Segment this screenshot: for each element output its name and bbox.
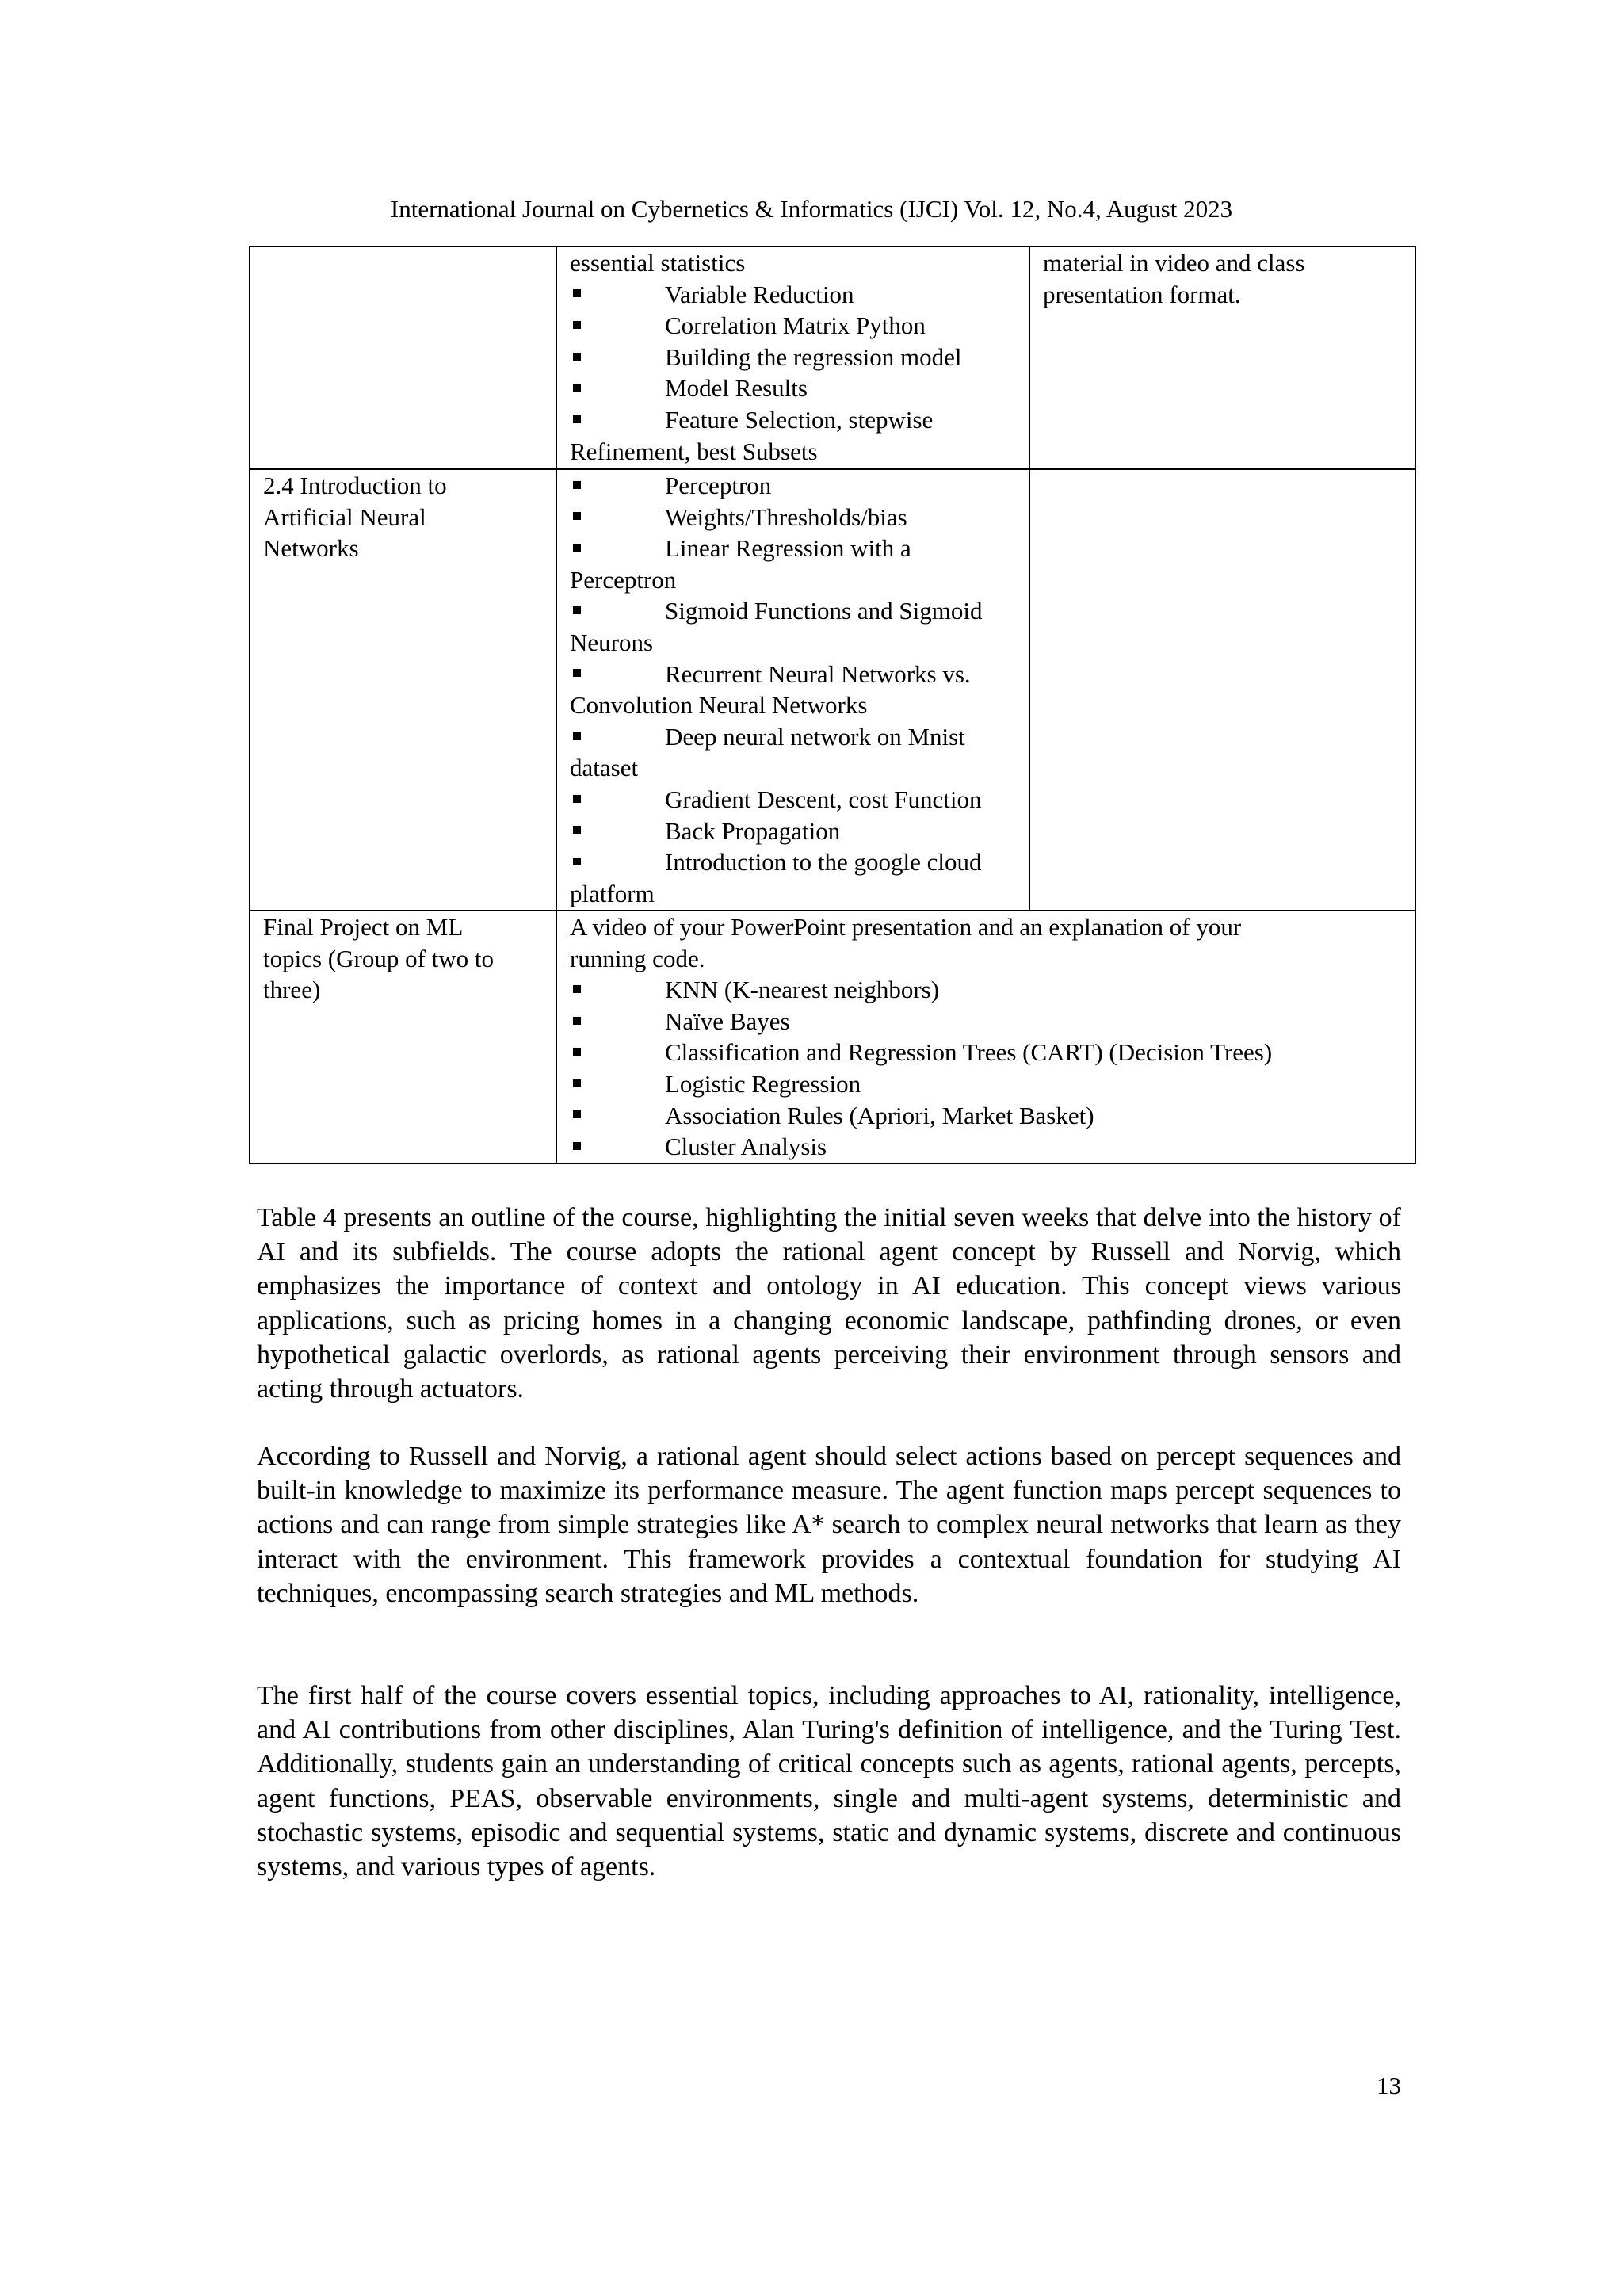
square-bullet-icon — [573, 858, 581, 865]
square-bullet-icon — [573, 1079, 581, 1087]
square-bullet-icon — [573, 1017, 581, 1025]
bullet-text: Model Results — [665, 374, 808, 403]
topic-line: three) — [263, 976, 321, 1004]
bullet-text: Gradient Descent, cost Function — [665, 785, 982, 813]
table-cell-format — [1029, 246, 1415, 469]
square-bullet-icon — [573, 795, 581, 803]
bullet-item — [570, 595, 1022, 627]
content-line: platform — [570, 879, 655, 907]
square-bullet-icon — [573, 669, 581, 677]
bullet-text: Sigmoid Functions and Sigmoid — [665, 597, 983, 625]
square-bullet-icon — [573, 289, 581, 297]
bullet-item — [570, 342, 1022, 373]
bullet-item — [570, 784, 1022, 816]
bullet-text: Weights/Thresholds/bias — [665, 502, 907, 531]
content-line: Refinement, best Subsets — [570, 437, 818, 465]
bullet-text: Deep neural network on Mnist — [665, 722, 965, 751]
bullet-text: Logistic Regression — [665, 1069, 861, 1098]
square-bullet-icon — [573, 512, 581, 520]
topic-line: Artificial Neural — [263, 502, 426, 531]
square-bullet-icon — [573, 606, 581, 614]
square-bullet-icon — [573, 1110, 581, 1118]
course-outline-table — [249, 246, 1416, 1164]
square-bullet-icon — [573, 985, 581, 993]
paragraph-text: According to Russell and Norvig, a rational agent should select actions based on percept sequences and built-in knowledge to maximize its performance measure. The agent function maps percept sequences to actions and can range from simple strategies like A* search to complex neural networks that learn as they interact with the environment. This framework provides a contextual foundation for studying AI techniques, encompassing search strategies and ML methods. — [257, 1442, 1401, 1608]
bullet-item — [570, 816, 1022, 847]
bullet-text: Recurrent Neural Networks vs. — [665, 659, 971, 688]
bullet-item — [570, 1100, 1408, 1132]
content-line: Convolution Neural Networks — [570, 691, 868, 720]
bullet-item — [570, 1131, 1408, 1163]
content-line: Neurons — [570, 628, 654, 656]
bullet-item — [570, 1037, 1408, 1068]
square-bullet-icon — [573, 481, 581, 489]
square-bullet-icon — [573, 732, 581, 740]
topic-line: 2.4 Introduction to — [263, 472, 447, 499]
table-row — [250, 246, 1415, 469]
bullet-text: Building the regression model — [665, 342, 962, 371]
topic-line: Final Project on ML — [263, 913, 464, 941]
bullet-item — [570, 721, 1022, 753]
bullet-text: Introduction to the google cloud — [665, 848, 982, 877]
bullet-item — [570, 974, 1408, 1006]
content-line: essential statistics — [570, 249, 746, 277]
table-cell-content — [556, 469, 1029, 911]
table-cell-topic — [250, 911, 556, 1163]
square-bullet-icon — [573, 826, 581, 834]
table-row — [250, 911, 1415, 1163]
bullet-item — [570, 1068, 1408, 1100]
topic-line: Networks — [263, 534, 359, 563]
square-bullet-icon — [573, 321, 581, 329]
table-cell-content — [556, 911, 1415, 1163]
square-bullet-icon — [573, 1142, 581, 1150]
bullet-item — [570, 846, 1022, 878]
bullet-text: Perceptron — [665, 472, 772, 499]
body-paragraph — [257, 1679, 1401, 1884]
format-line: presentation format. — [1043, 280, 1241, 308]
bullet-text: Variable Reduction — [665, 280, 854, 308]
bullet-item — [570, 372, 1022, 404]
bullet-item — [570, 404, 1022, 436]
bullet-text: Correlation Matrix Python — [665, 311, 926, 340]
paragraph-text: The first half of the course covers essential topics, including approaches to AI, rationality, intelligence, and AI contributions from other disciplines, Alan Turing's definition of intelligence, and the Turing Test. Additionally, students gain an understanding of critical concepts such as agents, rational agents, percepts, agent functions, PEAS, observable environments, single and multi-agent systems, deterministic and stochastic systems, episodic and sequential systems, static and dynamic systems, discrete and continuous systems, and various types of agents. — [257, 1681, 1401, 1882]
bullet-text: KNN (K-nearest neighbors) — [665, 976, 940, 1004]
paragraph-text: Table 4 presents an outline of the course, highlighting the initial seven weeks that delve into the history of AI and its subfields. The course adopts the rational agent concept by Russell and Norvig, which emphasizes the importance of context and ontology in AI education. This concept views various applications, such as pricing homes in a changing economic landscape, pathfinding drones, or even hypothetical galactic overlords, as rational agents perceiving their environment through sensors and acting through actuators. — [257, 1203, 1401, 1404]
square-bullet-icon — [573, 544, 581, 552]
table-cell-content — [556, 246, 1029, 469]
bullet-text: Back Propagation — [665, 816, 841, 845]
bullet-item — [570, 533, 1022, 564]
bullet-item — [570, 1006, 1408, 1037]
body-paragraph — [257, 1439, 1401, 1610]
content-line: A video of your PowerPoint presentation and an explanation of your — [570, 913, 1242, 941]
bullet-item — [570, 310, 1022, 342]
bullet-item — [570, 279, 1022, 311]
content-line: running code. — [570, 944, 705, 972]
table-cell-topic — [250, 246, 556, 469]
bullet-text: Linear Regression with a — [665, 534, 911, 563]
square-bullet-icon — [573, 384, 581, 392]
bullet-item — [570, 502, 1022, 533]
table-cell-topic — [250, 469, 556, 911]
square-bullet-icon — [573, 1048, 581, 1056]
running-header: International Journal on Cybernetics & Informatics (IJCI) Vol. 12, No.4, August 2023 — [390, 195, 1233, 223]
bullet-text: Association Rules (Apriori, Market Basket) — [665, 1101, 1094, 1129]
bullet-text: Classification and Regression Trees (CART) (Decision Trees) — [665, 1038, 1273, 1067]
page-number: 13 — [1377, 2072, 1401, 2099]
format-line: material in video and class — [1043, 249, 1305, 277]
bullet-text: Cluster Analysis — [665, 1133, 827, 1161]
content-line: Perceptron — [570, 565, 677, 594]
content-line: dataset — [570, 754, 639, 782]
bullet-item — [570, 659, 1022, 690]
bullet-text: Naïve Bayes — [665, 1007, 790, 1035]
topic-line: topics (Group of two to — [263, 944, 495, 972]
body-paragraph — [257, 1201, 1401, 1406]
table-cell-format — [1029, 469, 1415, 911]
table-row — [250, 469, 1415, 911]
bullet-text: Feature Selection, stepwise — [665, 405, 934, 434]
square-bullet-icon — [573, 415, 581, 423]
bullet-item — [570, 470, 1022, 502]
square-bullet-icon — [573, 353, 581, 361]
